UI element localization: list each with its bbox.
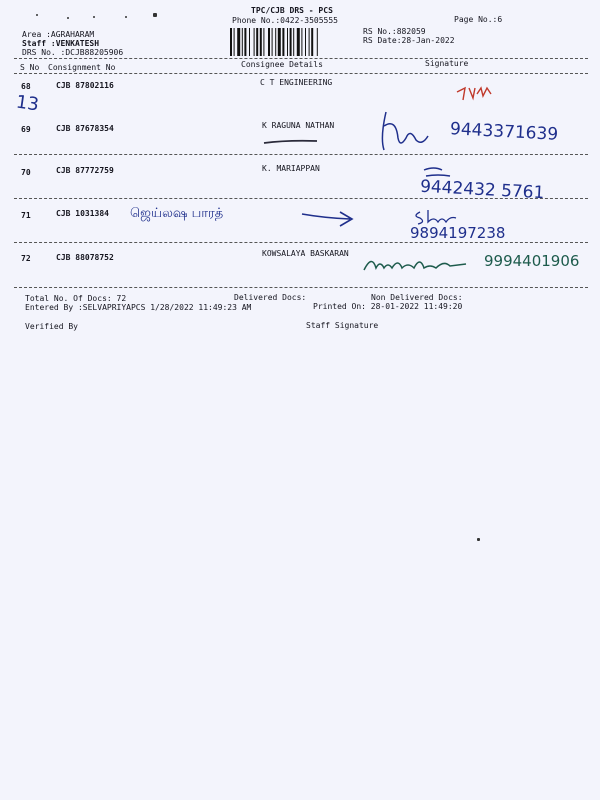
rs-number: RS No.:882059: [363, 27, 426, 36]
entered-by: Entered By :SELVAPRIYAPCS 1/28/2022 11:49:23 AM: [25, 303, 252, 312]
row-consignee: K RAGUNA NATHAN: [262, 121, 335, 130]
barcode-bar: [290, 28, 292, 56]
barcode-bar: [282, 28, 284, 56]
scan-speck: [36, 14, 38, 16]
divider: [14, 242, 588, 243]
barcode-bar: [311, 28, 313, 56]
barcode-bar: [230, 28, 232, 56]
barcode-bar: [234, 28, 235, 56]
barcode-bar: [305, 28, 306, 56]
scan-speck: [125, 16, 127, 18]
signature-dash: [262, 138, 322, 146]
drs-number: DRS No. :DCJB88205906: [22, 48, 124, 57]
barcode-bar: [244, 28, 246, 56]
barcode-bar: [293, 28, 294, 56]
barcode-bar: [237, 28, 240, 56]
barcode-bar: [260, 28, 262, 56]
barcode-bar: [242, 28, 243, 56]
column-header-sno: S No: [20, 63, 40, 72]
barcode-bar: [263, 28, 264, 56]
non-delivered-docs: Non Delivered Docs:: [371, 293, 463, 302]
divider: [14, 198, 588, 199]
row-sno: 72: [21, 254, 31, 263]
row-consignment: CJB 88078752: [56, 253, 114, 262]
handwritten-phone: 9894197238: [410, 224, 506, 242]
report-title: TPC/CJB DRS - PCS: [251, 6, 333, 15]
page-number: Page No.:6: [454, 15, 503, 24]
scan-speck: [477, 538, 480, 541]
barcode-bar: [256, 28, 258, 56]
handwritten-signature: [362, 252, 472, 276]
barcode-bar: [275, 28, 276, 56]
column-header-signature: Signature: [425, 59, 469, 68]
barcode-bar: [268, 28, 270, 56]
divider: [14, 58, 588, 59]
verified-by: Verified By: [25, 322, 78, 331]
scan-speck: [93, 16, 95, 18]
barcode-bar: [254, 28, 255, 56]
barcode-bar: [249, 28, 250, 56]
barcode-bar: [272, 28, 273, 56]
divider: [14, 154, 588, 155]
divider: [14, 287, 588, 288]
row-consignment: CJB 87802116: [56, 81, 114, 90]
scan-speck: [67, 17, 69, 19]
handwritten-mark: 13: [14, 91, 41, 116]
area-label: Area :AGRAHARAM: [22, 30, 95, 39]
row-sno: 70: [21, 168, 31, 177]
column-header-consignment: Consignment No: [48, 63, 116, 72]
printed-on: Printed On: 28-01-2022 11:49:20: [313, 302, 463, 311]
row-consignee: K. MARIAPPAN: [262, 164, 320, 173]
staff-label: Staff :VENKATESH: [22, 39, 100, 48]
barcode-bar: [309, 28, 310, 56]
divider: [14, 73, 588, 74]
barcode-bar: [317, 28, 318, 56]
total-docs: Total No. Of Docs: 72: [25, 294, 127, 303]
handwritten-phone: 9443371639: [449, 119, 559, 145]
scan-speck: [153, 13, 157, 17]
rs-date: RS Date:28-Jan-2022: [363, 36, 455, 45]
red-initials-signature: [455, 84, 495, 104]
barcode-bar: [301, 28, 302, 56]
row-sno: 69: [21, 125, 31, 134]
row-consignee: C T ENGINEERING: [260, 78, 333, 87]
barcode: [230, 28, 355, 56]
barcode-bar: [287, 28, 288, 56]
staff-signature: Staff Signature: [306, 321, 379, 330]
arrow-mark: [300, 208, 360, 228]
row-consignment: CJB 87772759: [56, 166, 114, 175]
handwritten-tamil-name: ஜெய்லஷ பாரத்: [130, 206, 224, 221]
phone-number: Phone No.:0422-3505555: [232, 16, 338, 25]
row-sno: 71: [21, 211, 31, 220]
row-consignment: CJB 87678354: [56, 124, 114, 133]
handwritten-signature: [376, 108, 436, 154]
row-sno: 68: [21, 82, 31, 91]
handwritten-phone: 9994401906: [484, 252, 580, 270]
delivered-docs: Delivered Docs:: [234, 293, 307, 302]
column-header-consignee: Consignee Details: [241, 60, 323, 69]
handwritten-phone: 9442432 5761: [419, 176, 545, 204]
barcode-bar: [278, 28, 281, 56]
barcode-bar: [297, 28, 300, 56]
row-consignment: CJB 1031384: [56, 209, 109, 218]
row-consignee: KOWSALAYA BASKARAN: [262, 249, 349, 258]
